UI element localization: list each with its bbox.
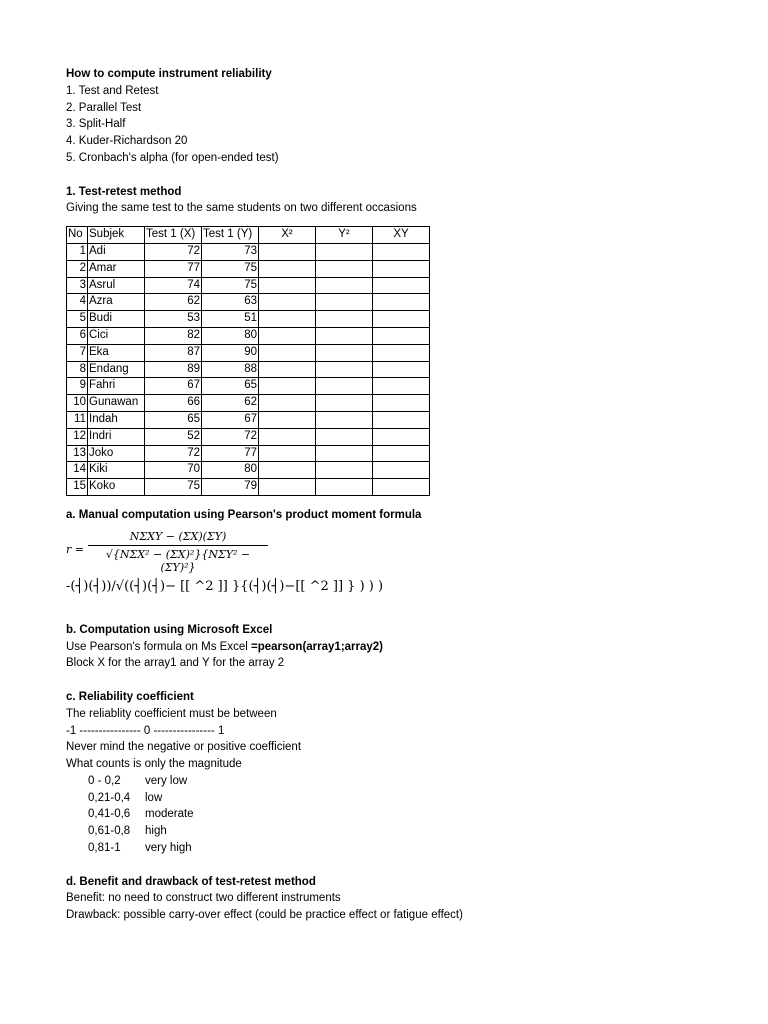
sectionD-benefit: Benefit: no need to construct two different instruments [66, 892, 341, 905]
subject-name: Joko [88, 445, 145, 462]
table-row [67, 479, 430, 496]
x-squared-cell [259, 411, 316, 428]
table-row [67, 277, 430, 294]
score-y: 90 [202, 344, 259, 361]
scale-row [66, 806, 726, 823]
xy-cell [373, 378, 430, 395]
column-header: Subjek [88, 227, 145, 244]
table-row [67, 395, 430, 412]
y-squared-cell [316, 327, 373, 344]
score-x: 65 [145, 411, 202, 428]
table-row [67, 260, 430, 277]
y-squared-cell [316, 462, 373, 479]
xy-cell [373, 462, 430, 479]
xy-cell [373, 361, 430, 378]
subject-name: Indah [88, 411, 145, 428]
xy-cell [373, 260, 430, 277]
score-y: 65 [202, 378, 259, 395]
scale-label: very low [145, 774, 188, 787]
score-y: 62 [202, 395, 259, 412]
score-x: 52 [145, 428, 202, 445]
score-x: 74 [145, 277, 202, 294]
y-squared-cell [316, 395, 373, 412]
formula-fraction [88, 530, 268, 574]
subject-name: Koko [88, 479, 145, 496]
y-squared-cell [316, 311, 373, 328]
column-header: Test 1 (Y) [202, 227, 259, 244]
x-squared-cell [259, 344, 316, 361]
y-squared-cell [316, 411, 373, 428]
xy-cell [373, 277, 430, 294]
xy-cell [373, 327, 430, 344]
row-number: 10 [67, 395, 88, 412]
scale-row [66, 823, 726, 840]
pearson-formula [66, 530, 726, 576]
x-squared-cell [259, 445, 316, 462]
y-squared-cell [316, 378, 373, 395]
score-x: 72 [145, 445, 202, 462]
table-row [67, 445, 430, 462]
sectionB-line2: Block X for the array1 and Y for the array 2 [66, 657, 285, 670]
row-number: 11 [67, 411, 88, 428]
sectionA-title: a. Manual computation using Pearson's product moment formula [66, 508, 422, 521]
score-x: 87 [145, 344, 202, 361]
sectionC-line: -1 ---------------- 0 ---------------- 1 [66, 724, 225, 737]
scale-range: 0,41-0,6 [88, 808, 131, 821]
column-header: X² [259, 227, 316, 244]
score-x: 77 [145, 260, 202, 277]
section1-description: Giving the same test to the same students on two different occasions [66, 202, 417, 215]
row-number: 12 [67, 428, 88, 445]
sectionD-drawback: Drawback: possible carry-over effect (could be practice effect or fatigue effect) [66, 909, 463, 922]
data-table [66, 226, 430, 496]
x-squared-cell [259, 395, 316, 412]
scale-row [66, 773, 726, 790]
subject-name: Azra [88, 294, 145, 311]
garbled-formula-text: -(┤)(┤))/√((┤)(┤)− [[ ^2 ]] }{(┤)(┤)−[[ ^2 ]] } ) ) ) [66, 578, 384, 594]
xy-cell [373, 395, 430, 412]
column-header: XY [373, 227, 430, 244]
x-squared-cell [259, 260, 316, 277]
score-x: 89 [145, 361, 202, 378]
formula-numerator: NΣXY − (ΣX)(ΣY) [88, 530, 268, 546]
row-number: 3 [67, 277, 88, 294]
row-number: 5 [67, 311, 88, 328]
row-number: 9 [67, 378, 88, 395]
x-squared-cell [259, 294, 316, 311]
scale-range: 0 - 0,2 [88, 774, 121, 787]
y-squared-cell [316, 260, 373, 277]
xy-cell [373, 294, 430, 311]
scale-label: low [145, 791, 163, 804]
xy-cell [373, 479, 430, 496]
sectionC-title: c. Reliability coefficient [66, 690, 194, 703]
row-number: 4 [67, 294, 88, 311]
subject-name: Adi [88, 243, 145, 260]
subject-name: Kiki [88, 462, 145, 479]
x-squared-cell [259, 479, 316, 496]
table-row [67, 428, 430, 445]
score-y: 77 [202, 445, 259, 462]
table-row [67, 411, 430, 428]
intro-title: How to compute instrument reliability [66, 68, 272, 80]
row-number: 7 [67, 344, 88, 361]
xy-cell [373, 243, 430, 260]
scale-label: very high [145, 842, 192, 855]
row-number: 8 [67, 361, 88, 378]
x-squared-cell [259, 311, 316, 328]
row-number: 2 [67, 260, 88, 277]
subject-name: Amar [88, 260, 145, 277]
x-squared-cell [259, 277, 316, 294]
score-x: 67 [145, 378, 202, 395]
sectionD-title: d. Benefit and drawback of test-retest method [66, 875, 316, 888]
table-row [67, 327, 430, 344]
table-row [67, 344, 430, 361]
xy-cell [373, 311, 430, 328]
row-number: 13 [67, 445, 88, 462]
y-squared-cell [316, 479, 373, 496]
score-y: 88 [202, 361, 259, 378]
table-row [67, 294, 430, 311]
x-squared-cell [259, 327, 316, 344]
formula-lhs: r = [66, 542, 84, 556]
score-y: 63 [202, 294, 259, 311]
score-x: 75 [145, 479, 202, 496]
y-squared-cell [316, 344, 373, 361]
xy-cell [373, 428, 430, 445]
subject-name: Indri [88, 428, 145, 445]
scale-row [66, 840, 726, 857]
table-row [67, 243, 430, 260]
score-y: 51 [202, 311, 259, 328]
row-number: 15 [67, 479, 88, 496]
section1-title: 1. Test-retest method [66, 185, 182, 198]
score-y: 80 [202, 327, 259, 344]
subject-name: Fahri [88, 378, 145, 395]
formula-denominator: √{NΣX² − (ΣX)²}{NΣY² − (ΣY)²} [105, 547, 251, 574]
score-y: 75 [202, 277, 259, 294]
y-squared-cell [316, 428, 373, 445]
table-body [67, 243, 430, 495]
column-header: Y² [316, 227, 373, 244]
x-squared-cell [259, 361, 316, 378]
table-row [67, 361, 430, 378]
xy-cell [373, 344, 430, 361]
y-squared-cell [316, 361, 373, 378]
score-y: 79 [202, 479, 259, 496]
score-x: 62 [145, 294, 202, 311]
y-squared-cell [316, 277, 373, 294]
scale-label: high [145, 825, 167, 838]
intro-item: 3. Split-Half [66, 118, 126, 131]
subject-name: Gunawan [88, 395, 145, 412]
subject-name: Eka [88, 344, 145, 361]
scale-row [66, 790, 726, 807]
y-squared-cell [316, 243, 373, 260]
score-x: 66 [145, 395, 202, 412]
column-header: Test 1 (X) [145, 227, 202, 244]
xy-cell [373, 411, 430, 428]
sectionB-line1-text: Use Pearson's formula on Ms Excel [66, 640, 251, 653]
x-squared-cell [259, 378, 316, 395]
subject-name: Cici [88, 327, 145, 344]
x-squared-cell [259, 243, 316, 260]
scale-range: 0,81-1 [88, 842, 121, 855]
score-y: 73 [202, 243, 259, 260]
score-x: 72 [145, 243, 202, 260]
sectionC-line: What counts is only the magnitude [66, 758, 242, 771]
intro-item: 1. Test and Retest [66, 84, 159, 97]
score-y: 80 [202, 462, 259, 479]
reliability-scale [66, 773, 726, 857]
table-row [67, 462, 430, 479]
subject-name: Budi [88, 311, 145, 328]
intro-item: 4. Kuder-Richardson 20 [66, 135, 188, 148]
table-row [67, 311, 430, 328]
table-header-row [67, 227, 430, 244]
score-x: 70 [145, 462, 202, 479]
sectionB-title: b. Computation using Microsoft Excel [66, 623, 273, 636]
score-y: 72 [202, 428, 259, 445]
row-number: 6 [67, 327, 88, 344]
row-number: 1 [67, 243, 88, 260]
subject-name: Endang [88, 361, 145, 378]
sectionC-line: Never mind the negative or positive coefficient [66, 741, 302, 754]
xy-cell [373, 445, 430, 462]
score-x: 53 [145, 311, 202, 328]
table-row [67, 378, 430, 395]
intro-item: 2. Parallel Test [66, 101, 142, 114]
column-header: No [67, 227, 88, 244]
intro-item: 5. Cronbach's alpha (for open-ended test) [66, 151, 279, 164]
scale-label: moderate [145, 808, 194, 821]
scale-range: 0,61-0,8 [88, 825, 131, 838]
score-y: 75 [202, 260, 259, 277]
subject-name: Asrul [88, 277, 145, 294]
row-number: 14 [67, 462, 88, 479]
sectionB-line1 [66, 639, 726, 656]
score-x: 82 [145, 327, 202, 344]
document-page [66, 66, 726, 924]
scale-range: 0,21-0,4 [88, 791, 131, 804]
score-y: 67 [202, 411, 259, 428]
sectionC-line: The reliablity coefficient must be between [66, 707, 277, 720]
excel-formula: =pearson(array1;array2) [251, 640, 384, 653]
y-squared-cell [316, 445, 373, 462]
x-squared-cell [259, 428, 316, 445]
x-squared-cell [259, 462, 316, 479]
y-squared-cell [316, 294, 373, 311]
